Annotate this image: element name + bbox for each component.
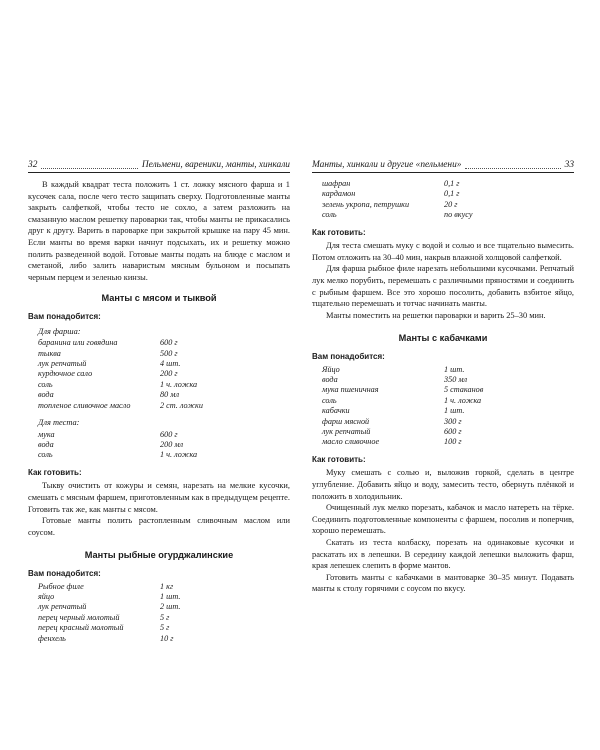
recipe-title-zucchini: Манты с кабачками xyxy=(398,333,488,344)
ingredient-name: мука пшеничная xyxy=(322,385,379,395)
ingredient-row xyxy=(38,430,197,440)
zucchini-ingredients xyxy=(322,365,483,448)
ingredient-row xyxy=(38,440,197,450)
ingredient-name: кардамон xyxy=(322,189,356,199)
ingredient-qty: 1 ч. ложка xyxy=(444,395,482,405)
ingredient-name: топленое сливочное масло xyxy=(38,400,131,410)
ingredient-qty: по вкусу xyxy=(444,210,473,220)
step-paragraph: Скатать из теста колбаску, порезать на одинаковые кусочки и раскатать их в лепешки. В середину каждой лепешки выложить фарш, края лепешек слепить в форме мантов. xyxy=(312,537,574,571)
ingredient-row xyxy=(322,437,483,447)
ingredient-qty: 4 шт. xyxy=(160,358,181,368)
ingredient-row xyxy=(322,365,483,375)
ingredient-qty: 5 стаканов xyxy=(444,385,484,395)
ingredient-name: вода xyxy=(38,439,54,449)
ingredient-name: кабачки xyxy=(322,406,350,416)
ingredient-qty: 600 г xyxy=(160,338,178,348)
ingredient-qty: 0,1 г xyxy=(444,179,460,188)
how-label: Как готовить: xyxy=(312,454,366,464)
ingredient-row xyxy=(38,602,180,612)
dough-label: Для теста: xyxy=(38,417,80,427)
right-running-head: Манты, хинкали и другие «пельмени» xyxy=(312,160,462,171)
ingredient-row xyxy=(322,200,472,210)
need-label: Вам понадобится: xyxy=(28,311,101,321)
ingredient-name: соль xyxy=(38,450,53,460)
step-paragraph: Муку смешать с солью и, выложив горкой, сделать в центре углубление. Добавить яйцо и воду, замесить тесто, обернуть плёнкой и положить в холодильник. xyxy=(312,468,574,501)
ingredient-row xyxy=(38,582,180,592)
ingredient-name: мука xyxy=(38,429,55,439)
right-page xyxy=(312,158,574,595)
step-paragraph: Готовить манты с кабачками в мантоварке 30–35 минут. Подавать манты к столу горячими с соусом по вкусу. xyxy=(312,572,574,594)
filling-label: Для фарша: xyxy=(38,326,81,336)
filling-ingredients xyxy=(38,338,203,411)
ingredient-row xyxy=(322,417,483,427)
ingredient-name: Рыбное филе xyxy=(38,581,84,591)
ingredient-qty: 2 шт. xyxy=(160,602,181,612)
left-page xyxy=(28,158,290,644)
ingredient-row xyxy=(322,396,483,406)
fish-ingredients xyxy=(38,582,180,644)
ingredient-qty: 500 г xyxy=(160,348,178,358)
ingredient-qty: 20 г xyxy=(444,199,458,209)
ingredient-qty: 80 мл xyxy=(160,390,180,400)
ingredient-qty: 600 г xyxy=(160,429,178,439)
left-running-header xyxy=(28,158,290,173)
ingredient-qty: 1 шт. xyxy=(444,364,465,374)
how-label: Как готовить: xyxy=(312,227,366,237)
ingredient-qty: 0,1 г xyxy=(444,189,460,199)
ingredient-qty: 1 шт. xyxy=(444,406,465,416)
ingredient-name: соль xyxy=(38,379,53,389)
ingredient-row xyxy=(38,369,203,379)
ingredient-name: вода xyxy=(322,374,338,384)
intro-paragraph: В каждый квадрат теста положить 1 ст. ложку мясного фарша и 1 кусочек сала, после чего тесто защипать сверху. Подготовленные манты закрыть салфеткой, чтобы тесто не сохло, а затем разложить на смазанную маслом решетку пароварки так, чтобы манты не прикасались друг к другу. Варить в пароварке при закрытой крышке на пару 45 мин. Если манты во время варки начнут подсыхать, их и решетку можно полить разведенной водой. Готовые манты подать на блюде с маслом и сметаной, либо залить наваристым мясным бульоном и посыпать черным перцем и зеленью кинзы. xyxy=(28,180,290,282)
ingredient-qty: 2 ст. ложки xyxy=(160,400,203,410)
step-paragraph: Готовые манты полить растопленным сливочным маслом или соусом. xyxy=(28,516,290,537)
ingredient-row xyxy=(38,359,203,369)
fish-ingredients-continued xyxy=(322,179,472,221)
recipe-title-pumpkin: Манты с мясом и тыквой xyxy=(101,293,217,304)
ingredient-row xyxy=(322,375,483,385)
step-paragraph: Манты поместить на решетки пароварки и варить 25–30 мин. xyxy=(326,310,546,320)
ingredient-row xyxy=(38,613,180,623)
ingredient-name: перец черный молотый xyxy=(38,612,120,622)
step-paragraph: Очищенный лук мелко порезать, кабачок и масло натереть на тёрке. Соединить подготовленные компоненты с фаршем, посолив и поперчив, хорошо перемешать. xyxy=(312,503,574,536)
ingredient-name: лук репчатый xyxy=(38,358,87,368)
ingredient-name: тыква xyxy=(38,348,61,358)
ingredient-qty: 200 г xyxy=(160,369,178,379)
ingredient-qty: 1 ч. ложка xyxy=(160,379,198,389)
ingredient-row xyxy=(38,338,203,348)
ingredient-name: фарш мясной xyxy=(322,416,370,426)
step-paragraph: Для теста смешать муку с водой и солью и все тщательно вымесить. Потом отложить на 30–40 мин, накрыв влажной холщовой салфеткой. xyxy=(312,241,574,262)
ingredient-qty: 200 мл xyxy=(160,439,184,449)
ingredient-row xyxy=(322,179,472,189)
ingredient-name: масло сливочное xyxy=(322,437,380,447)
ingredient-row xyxy=(38,450,197,460)
ingredient-name: вода xyxy=(38,390,54,400)
ingredient-qty: 350 мл xyxy=(444,374,468,384)
ingredient-qty: 10 г xyxy=(160,633,174,643)
ingredient-name: перец красный молотый xyxy=(38,623,124,633)
dough-ingredients xyxy=(38,430,197,461)
ingredient-qty: 300 г xyxy=(444,416,462,426)
ingredient-row xyxy=(322,385,483,395)
ingredient-name: курдючное сало xyxy=(38,369,93,379)
ingredient-row xyxy=(322,406,483,416)
left-page-number: 32 xyxy=(28,160,38,171)
step-paragraph: Тыкву очистить от кожуры и семян, нарезать на мелкие кусочки, смешать с мясным фаршем, приготовленным как в предыдущем рецепте. Готовить так же, как манты с мясом. xyxy=(28,481,290,514)
ingredient-qty: 100 г xyxy=(444,437,462,447)
ingredient-row xyxy=(322,189,472,199)
ingredient-name: яйцо xyxy=(38,591,55,601)
recipe-title-fish: Манты рыбные огурджалинские xyxy=(84,550,234,561)
ingredient-name: фенхель xyxy=(38,633,66,643)
ingredient-row xyxy=(38,592,180,602)
ingredient-name: лук репчатый xyxy=(38,602,87,612)
ingredient-qty: 5 г xyxy=(160,612,170,622)
ingredient-name: зелень укропа, петрушки xyxy=(322,199,410,209)
ingredient-qty: 1 шт. xyxy=(160,591,181,601)
ingredient-name: соль xyxy=(322,210,337,220)
ingredient-row xyxy=(38,380,203,390)
ingredient-qty: 600 г xyxy=(444,427,462,436)
ingredient-row xyxy=(38,623,180,633)
step-paragraph: Для фарша рыбное филе нарезать небольшими кусочками. Репчатый лук мелко порубить, перемешать с различными пряностями и соединить с рыбным фаршем. Все это хорошо посолить, добавить взбитое яйцо, тщательно перемешать и тотчас начинать манты. xyxy=(312,264,574,309)
ingredient-name: соль xyxy=(322,395,337,405)
ingredient-qty: 1 ч. ложка xyxy=(160,450,198,460)
ingredient-row xyxy=(38,349,203,359)
right-running-header xyxy=(312,158,574,173)
right-page-number: 33 xyxy=(564,160,574,171)
need-label: Вам понадобится: xyxy=(28,568,101,578)
ingredient-row xyxy=(322,210,472,220)
ingredient-name: лук репчатый xyxy=(322,427,371,436)
left-running-head: Пельмени, вареники, манты, хинкали xyxy=(141,160,290,171)
ingredient-row xyxy=(38,390,203,400)
ingredient-qty: 5 г xyxy=(160,623,170,633)
ingredient-row xyxy=(38,401,203,411)
ingredient-qty: 1 кг xyxy=(160,581,174,591)
how-label: Как готовить: xyxy=(28,467,82,477)
ingredient-name: баранина или говядина xyxy=(38,338,118,348)
need-label: Вам понадобится: xyxy=(312,351,385,361)
ingredient-row xyxy=(38,634,180,644)
ingredient-name: Яйцо xyxy=(322,364,340,374)
ingredient-name: шафран xyxy=(322,179,351,188)
ingredient-row xyxy=(322,427,483,437)
